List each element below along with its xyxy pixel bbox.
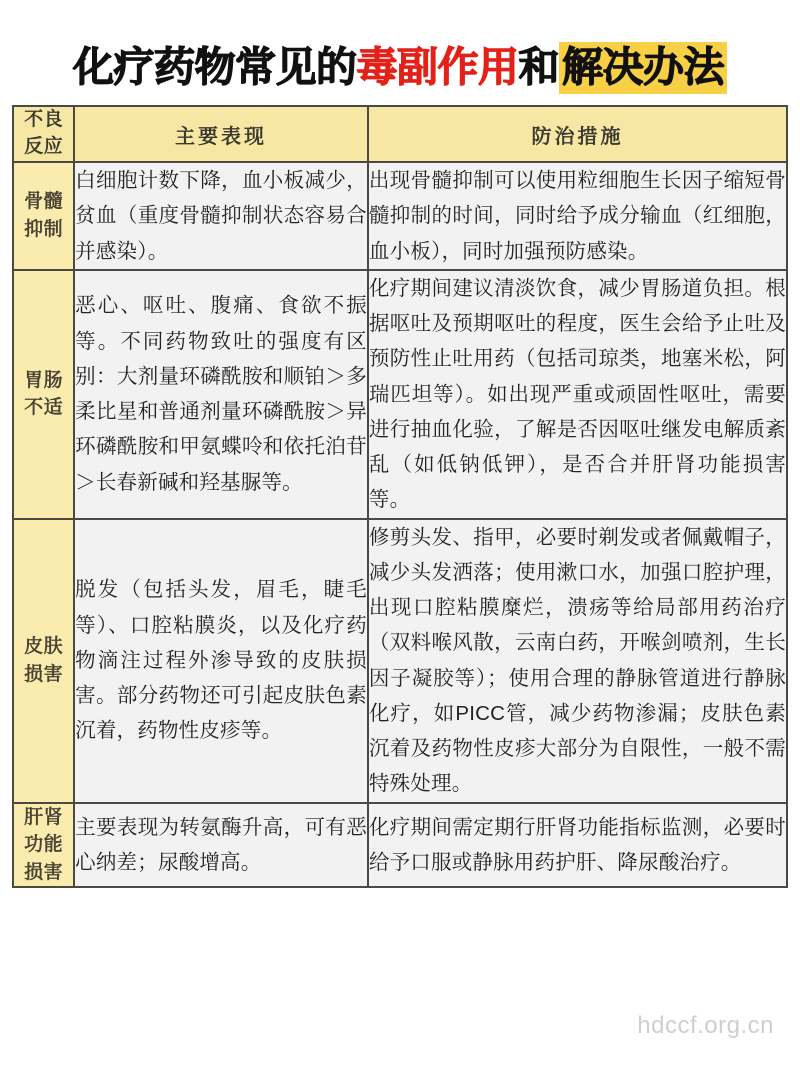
title-part-red: 毒副作用 [356,44,519,90]
header-cell-adverse-reaction [13,106,74,162]
table-header-row [13,106,787,162]
table-row [13,162,787,270]
row-measures-gastrointestinal-discomfort: 化疗期间建议清淡饮食，减少胃肠道负担。根据呕吐及预期呕吐的程度，医生会给予止吐及预防性止吐用药（包括司琼类，地塞米松，阿瑞匹坦等）。如出现严重或顽固性呕吐，需要进行抽血化验，了解是否因呕吐继发电解质紊乱（如低钠低钾），是否合并肝肾功能损害等。 [368,270,787,519]
row-measures-skin-damage: 修剪头发、指甲，必要时剃发或者佩戴帽子，减少头发洒落；使用漱口水，加强口腔护理，出现口腔粘膜糜烂，溃疡等给局部用药治疗（双料喉风散，云南白药，开喉剑喷剂，生长因子凝胶等）；使用合理的静脉管道进行静脉化疗，如PICC管，减少药物渗漏；皮肤色素沉着及药物性皮疹大部分为自限性，一般不需特殊处理。 [368,519,787,803]
side-effects-table-container [12,105,788,888]
row-label-line1: 骨髓 [24,191,64,213]
side-effects-table [12,105,788,888]
title-part-plain-1: 化疗药物常见的 [73,44,357,90]
row-manifestation-gastrointestinal-discomfort: 恶心、呕吐、腹痛、食欲不振等。不同药物致吐的强度有区别：大剂量环磷酰胺和顺铂＞多柔比星和普通剂量环磷酰胺＞异环磷酰胺和甲氨蝶呤和依托泊苷＞长春新碱和羟基脲等。 [74,270,368,519]
header-adverse-reaction-line2: 反应 [24,136,64,158]
row-label-line2: 损害 [24,663,64,685]
row-manifestation-skin-damage: 脱发（包括头发，眉毛，睫毛等）、口腔粘膜炎，以及化疗药物滴注过程外渗导致的皮肤损害。部分药物还可引起皮肤色素沉着，药物性皮疹等。 [74,519,368,803]
row-label-line1: 皮肤 [24,636,64,658]
page-title-container [0,0,800,105]
row-label-line1: 胃肠 [24,369,64,391]
row-label-gastrointestinal-discomfort [13,270,74,519]
page-title [73,44,727,91]
row-measures-liver-kidney-damage: 化疗期间需定期行肝肾功能指标监测，必要时给予口服或静脉用药护肝、降尿酸治疗。 [368,803,787,888]
header-adverse-reaction-line1: 不良 [24,109,64,131]
header-cell-manifestation: 主要表现 [74,106,368,162]
row-label-line2: 不适 [24,397,64,419]
title-part-highlight: 解决办法 [559,42,727,94]
row-measures-bone-marrow-suppression: 出现骨髓抑制可以使用粒细胞生长因子缩短骨髓抑制的时间，同时给予成分输血（红细胞，血小板），同时加强预防感染。 [368,162,787,270]
row-label-line2: 功能 [24,834,64,856]
row-manifestation-liver-kidney-damage: 主要表现为转氨酶升高，可有恶心纳差；尿酸增高。 [74,803,368,888]
row-label-line1: 肝肾 [24,806,64,828]
header-cell-measures: 防治措施 [368,106,787,162]
row-label-liver-kidney-damage [13,803,74,888]
row-label-line2: 抑制 [24,218,64,240]
row-label-line3: 损害 [24,861,64,883]
table-row [13,803,787,888]
row-manifestation-bone-marrow-suppression: 白细胞计数下降，血小板减少，贫血（重度骨髓抑制状态容易合并感染）。 [74,162,368,270]
table-row [13,519,787,803]
row-label-skin-damage [13,519,74,803]
title-part-plain-2: 和 [518,44,559,90]
row-label-bone-marrow-suppression [13,162,74,270]
site-watermark: hdccf.org.cn [637,1012,774,1039]
table-row [13,270,787,519]
